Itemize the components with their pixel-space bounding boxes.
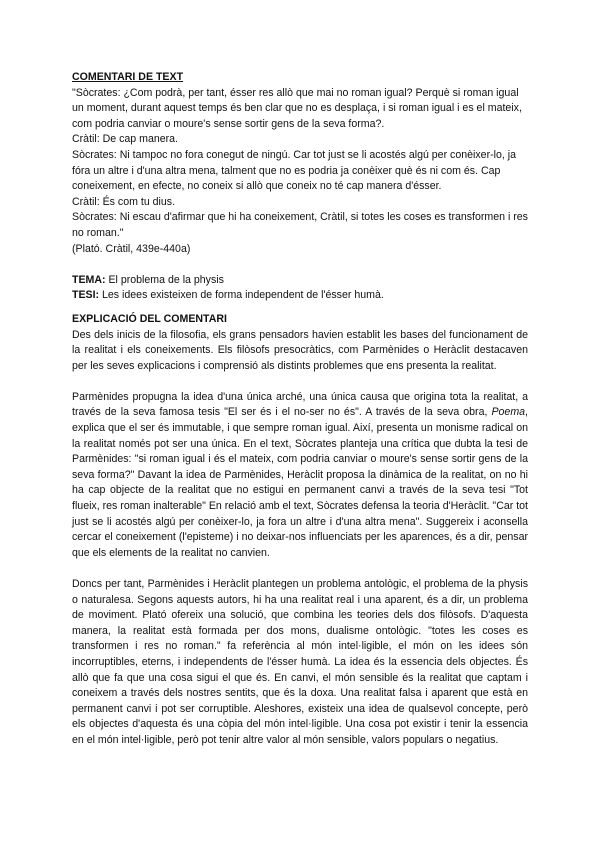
paragraph-1: Des dels inicis de la filosofia, els grans pensadors havien establit les bases del funcionament de la realitat i els coneixements. Els filòsofs presocràtics, com Parmènides o Heràclit destacaven per les seves explicacions i comprensió als distints problemes que ens presenta la realitat. (72, 328, 528, 372)
tema-value: El problema de la physis (105, 273, 224, 286)
paragraph-2 (72, 390, 528, 562)
paragraph-2-part-b: , explica que el ser és immutable, i que sempre roman igual. Així, presenta un monisme radical on la realitat només pot ser una única. En el text, Sòcrates planteja una crítica que dubta la tesi de Parmènides: "si roman igual i és el mateix, com podria canviar o moure's sense sortir gens de la seva forma?" Davant la idea de Parmènides, Heràclit proposa la dinàmica de la realitat, on no hi ha cap objecte de la realitat que no estigui en permanent canvi a través de la seva tesi "Tot flueix, res roman inalterable" En relació amb el text, Sòcrates defensa la teoria d'Heràclit. "Car tot just se li acostés algú per conèixer-lo, ja fora un altre i d'una altra mena". Suggereix i aconsella cercar el coneixement (l'episteme) i no deixar-nos influenciats per les aparences, és a dir, pensar que els elements de la realitat no canvien. (72, 406, 528, 559)
quote-block (72, 86, 528, 258)
tema-line (72, 273, 528, 289)
quote-line: Sòcrates: Ni tampoc no fora conegut de ningú. Car tot just se li acostés algú per conèixer-lo, ja fóra un altre i d'una altra mena, talment que no es podria ja conèixer què és ni com és. Cap coneixement, en efecte, no coneix si allò que coneix no té cap manera d'ésser. (72, 148, 516, 193)
tema-label: TEMA: (72, 273, 106, 286)
tesi-value: Les idees existeixen de forma independent de l'ésser humà. (99, 289, 384, 302)
document-page (72, 70, 528, 749)
document-title: COMENTARI DE TEXT (72, 71, 184, 83)
quote-citation: (Plató. Cràtil, 439e-440a) (72, 242, 191, 255)
section-heading: EXPLICACIÓ DEL COMENTARI (72, 312, 227, 325)
paragraph-3: Doncs per tant, Parmènides i Heràclit plantegen un problema antològic, el problema de la physis o naturalesa. Segons aquests autors, hi ha una realitat real i una aparent, és a dir, un problema de moviment. Plató ofereix una solució, que combina les teories dels dos filòsofs. D'aquesta manera, la realitat està formada per dos mons, dualisme ontològic. "totes les coses es transformen i res no roman." fa referència al món intel·ligible, el món on les idees són incorruptibles, eterns, i independents de l'ésser humà. La idea és la essencia dels objectes. És allò que fa que una cosa sigui el que és. En canvi, el món sensible és la realitat que captam i coneixem a través dels nostres sentits, que és la doxa. Una realitat falsa i aparent que està en permanent canvi i pot ser corruptible. Aleshores, existeix una idea de qualsevol concepte, però els objectes d'aquesta és una còpia del món intel·ligible. Una cosa pot existir i tenir la essencia en el món intel·ligible, però pot tenir altre valor al món sensible, valors populars o negatius. (72, 578, 528, 746)
tesi-label: TESI: (72, 289, 100, 302)
quote-line: Cràtil: És com tu dius. (72, 195, 176, 208)
quote-line: Cràtil: De cap manera. (72, 133, 178, 146)
quote-line: Sòcrates: Ni escau d'afirmar que hi ha coneixement, Cràtil, si totes les coses es transformen i res no roman." (72, 211, 528, 239)
paragraph-2-part-a: Parmènides propugna la idea d'una única arché, una única causa que origina tota la realitat, a través de la seva famosa tesis "El ser és i el no-ser no és". A través de la seva obra, (72, 390, 528, 419)
poema-title: Poema (491, 406, 526, 419)
tesi-line (72, 288, 528, 304)
quote-line: "Sòcrates: ¿Com podrà, per tant, ésser res allò que mai no roman igual? Perquè si roman igual un moment, durant aquest temps és ben clar que no es desplaça, i si roman igual i es el mateix, com podria canviar o moure's sense sortir gens de la seva forma?. (72, 86, 522, 130)
